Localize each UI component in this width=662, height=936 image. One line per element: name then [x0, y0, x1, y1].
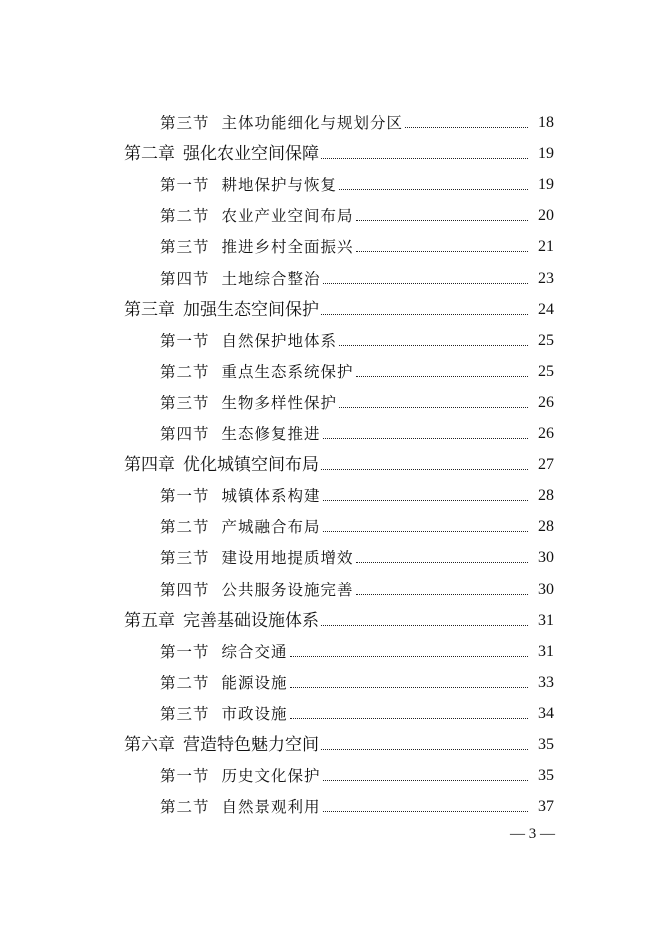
dot-leader	[356, 220, 528, 221]
section-number: 第一节	[160, 331, 210, 350]
section-number: 第一节	[160, 176, 210, 195]
dot-leader	[356, 376, 528, 377]
section-number: 第二节	[160, 207, 210, 226]
section-title: 推进乡村全面振兴	[221, 238, 354, 257]
toc-entry-label	[160, 578, 356, 602]
toc-page-number: 30	[536, 578, 554, 602]
toc-section-entry[interactable]	[0, 578, 662, 602]
toc-page-number: 33	[536, 671, 554, 695]
chapter-title: 加强生态空间保护	[183, 299, 319, 320]
toc-chapter-entry[interactable]	[0, 142, 662, 166]
toc-page-number: 28	[536, 515, 554, 539]
section-number: 第四节	[160, 580, 210, 599]
toc-page-number: 31	[536, 609, 554, 633]
toc-entry-label	[160, 764, 323, 788]
section-title: 自然保护地体系	[221, 331, 338, 350]
toc-entry-label	[160, 795, 323, 819]
section-title: 土地综合整治	[221, 269, 321, 288]
toc-entry-label	[160, 111, 405, 135]
toc-page-number: 37	[536, 795, 554, 819]
toc-section-entry[interactable]	[0, 640, 662, 664]
toc-chapter-entry[interactable]	[0, 453, 662, 477]
toc-section-entry[interactable]	[0, 267, 662, 291]
toc-entry-label	[124, 609, 321, 633]
toc-page-number: 34	[536, 702, 554, 726]
toc-section-entry[interactable]	[0, 671, 662, 695]
dot-leader	[323, 811, 528, 812]
chapter-number: 第五章	[124, 610, 175, 631]
toc-page-number: 35	[536, 764, 554, 788]
toc-section-entry[interactable]	[0, 111, 662, 135]
toc-page-number: 19	[536, 142, 554, 166]
toc-section-entry[interactable]	[0, 546, 662, 570]
section-title: 能源设施	[221, 673, 288, 692]
toc-entry-label	[160, 702, 290, 726]
section-number: 第三节	[160, 114, 210, 132]
section-title: 自然景观利用	[221, 798, 321, 817]
chapter-title: 优化城镇空间布局	[183, 455, 319, 476]
toc-section-entry[interactable]	[0, 422, 662, 446]
dot-leader	[321, 469, 528, 470]
dot-leader	[356, 562, 528, 563]
section-number: 第二节	[160, 362, 210, 381]
toc-entry-label	[160, 484, 323, 508]
toc-page-number: 24	[536, 298, 554, 322]
dot-leader	[323, 438, 528, 439]
toc-entry-label	[124, 142, 321, 166]
chapter-number: 第四章	[124, 455, 175, 476]
toc-entry-label	[160, 204, 356, 228]
dot-leader	[321, 749, 528, 750]
chapter-number: 第六章	[124, 735, 175, 755]
chapter-number: 第二章	[124, 144, 175, 165]
toc-entry-label	[160, 422, 323, 446]
section-number: 第三节	[160, 549, 210, 568]
toc-entry-label	[160, 173, 339, 197]
toc-section-entry[interactable]	[0, 173, 662, 197]
toc-page-number: 27	[536, 453, 554, 477]
section-title: 生态修复推进	[221, 425, 321, 443]
toc-entry-label	[160, 640, 290, 664]
toc-page-number: 25	[536, 329, 554, 353]
dot-leader	[339, 407, 528, 408]
section-number: 第二节	[160, 518, 210, 537]
toc-entry-label	[160, 546, 356, 570]
toc-page-number: 26	[536, 422, 554, 446]
toc-section-entry[interactable]	[0, 204, 662, 228]
toc-entry-label	[160, 515, 323, 539]
toc-page-number: 20	[536, 204, 554, 228]
toc-page-number: 26	[536, 391, 554, 415]
toc-entry-label	[160, 235, 356, 259]
dot-leader	[321, 158, 528, 159]
section-number: 第三节	[160, 704, 210, 723]
toc-section-entry[interactable]	[0, 764, 662, 788]
toc-entry-label	[124, 298, 321, 322]
toc-section-entry[interactable]	[0, 360, 662, 384]
dot-leader	[339, 345, 528, 346]
toc-chapter-entry[interactable]	[0, 298, 662, 322]
section-number: 第三节	[160, 238, 210, 257]
toc-page-number: 35	[536, 733, 554, 757]
toc-section-entry[interactable]	[0, 391, 662, 415]
toc-page-number: 30	[536, 546, 554, 570]
chapter-number: 第三章	[124, 299, 175, 320]
toc-page-number: 23	[536, 267, 554, 291]
section-number: 第四节	[160, 425, 210, 443]
section-number: 第四节	[160, 269, 210, 288]
section-title: 城镇体系构建	[221, 487, 321, 506]
section-title: 生物多样性保护	[221, 393, 338, 412]
section-number: 第二节	[160, 673, 210, 692]
section-number: 第一节	[160, 487, 210, 506]
chapter-title: 完善基础设施体系	[183, 610, 319, 631]
chapter-title: 营造特色魅力空间	[183, 735, 319, 755]
dot-leader	[321, 314, 528, 315]
dot-leader	[323, 283, 528, 284]
section-number: 第一节	[160, 642, 210, 661]
toc-entry-label	[160, 329, 339, 353]
section-title: 产城融合布局	[221, 518, 321, 537]
toc-section-entry[interactable]	[0, 329, 662, 353]
toc-entry-label	[124, 453, 321, 477]
dot-leader	[405, 127, 528, 128]
section-title: 市政设施	[221, 704, 288, 723]
dot-leader	[356, 251, 528, 252]
section-title: 耕地保护与恢复	[221, 176, 338, 195]
section-number: 第一节	[160, 767, 210, 786]
toc-entry-label	[160, 671, 290, 695]
toc-page-number: 18	[536, 111, 554, 135]
section-title: 综合交通	[221, 642, 288, 661]
toc-section-entry[interactable]	[0, 235, 662, 259]
section-title: 农业产业空间布局	[221, 207, 354, 226]
section-number: 第二节	[160, 798, 210, 817]
dot-leader	[290, 718, 528, 719]
toc-entry-label	[160, 360, 356, 384]
toc-chapter-entry[interactable]	[0, 609, 662, 633]
toc-section-entry[interactable]	[0, 484, 662, 508]
dot-leader	[290, 656, 528, 657]
dot-leader	[323, 780, 528, 781]
toc-entry-label	[160, 267, 323, 291]
dot-leader	[290, 687, 528, 688]
section-number: 第三节	[160, 393, 210, 412]
toc-page-number: 19	[536, 173, 554, 197]
toc-chapter-entry[interactable]	[0, 733, 662, 757]
section-title: 主体功能细化与规划分区	[221, 114, 404, 132]
dot-leader	[321, 625, 528, 626]
section-title: 历史文化保护	[221, 767, 321, 786]
page-number: — 3 —	[510, 826, 555, 842]
dot-leader	[356, 594, 528, 595]
toc-section-entry[interactable]	[0, 515, 662, 539]
dot-leader	[339, 189, 528, 190]
dot-leader	[323, 500, 528, 501]
toc-page-number: 28	[536, 484, 554, 508]
toc-page-number: 21	[536, 235, 554, 259]
toc-section-entry[interactable]	[0, 795, 662, 819]
toc-section-entry[interactable]	[0, 702, 662, 726]
chapter-title: 强化农业空间保障	[183, 144, 319, 165]
toc-entry-label	[124, 733, 321, 757]
section-title: 建设用地提质增效	[221, 549, 354, 568]
section-title: 公共服务设施完善	[221, 580, 354, 599]
section-title: 重点生态系统保护	[221, 362, 354, 381]
toc-page-number: 25	[536, 360, 554, 384]
toc-entry-label	[160, 391, 339, 415]
toc-page-number: 31	[536, 640, 554, 664]
dot-leader	[323, 531, 528, 532]
